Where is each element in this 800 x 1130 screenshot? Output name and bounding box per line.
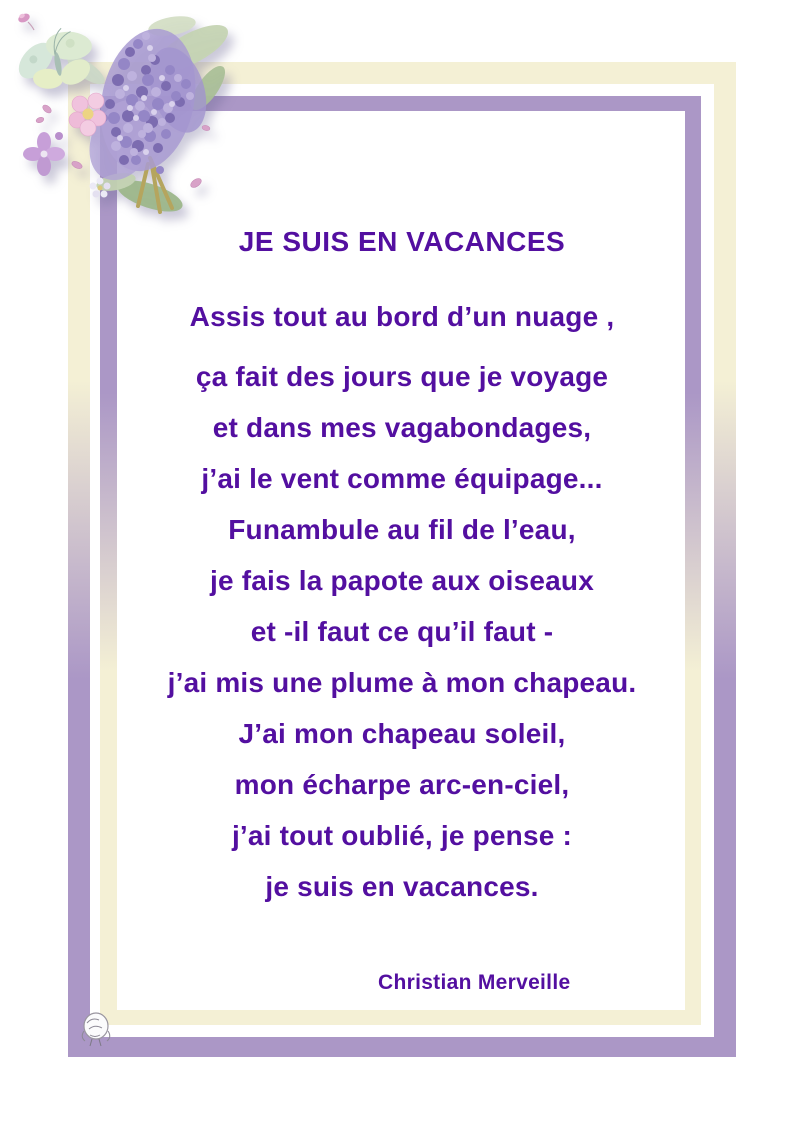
poem-line: Assis tout au bord d’un nuage , <box>189 301 615 332</box>
poem-line: Funambule au fil de l’eau, <box>228 514 576 545</box>
frame-inner-bottom <box>100 1010 701 1025</box>
frame-outer-right <box>714 62 736 1057</box>
frame-outer-bottom <box>68 1037 736 1057</box>
poem-author: Christian Merveille <box>378 971 571 994</box>
poem-line: J’ai mon chapeau soleil, <box>238 718 566 749</box>
poem-line: et -il faut ce qu’il faut - <box>250 616 554 647</box>
poem-line: mon écharpe arc-en-ciel, <box>234 769 570 800</box>
poem-line: j’ai mis une plume à mon chapeau. <box>167 667 637 698</box>
lilac-bouquet-with-butterfly-icon <box>0 0 240 232</box>
poem-line: je fais la papote aux oiseaux <box>210 565 594 596</box>
poem-line: et dans mes vagabondages, <box>212 412 592 443</box>
poem-line: je suis en vacances. <box>265 871 539 902</box>
poem-line: j’ai tout oublié, je pense : <box>231 820 573 851</box>
sketched-bird-emblem-icon <box>77 1009 115 1049</box>
lavender-flower <box>23 132 65 176</box>
poem-line: ça fait des jours que je voyage <box>195 361 609 392</box>
frame-inner-left <box>100 96 117 1025</box>
pink-bud <box>17 12 34 30</box>
butterfly-icon <box>5 18 107 105</box>
poem-body <box>117 291 687 912</box>
poem-line: j’ai le vent comme équipage... <box>201 463 603 494</box>
frame-inner-right <box>685 96 701 1025</box>
poem-title: JE SUIS EN VACANCES <box>238 226 566 257</box>
